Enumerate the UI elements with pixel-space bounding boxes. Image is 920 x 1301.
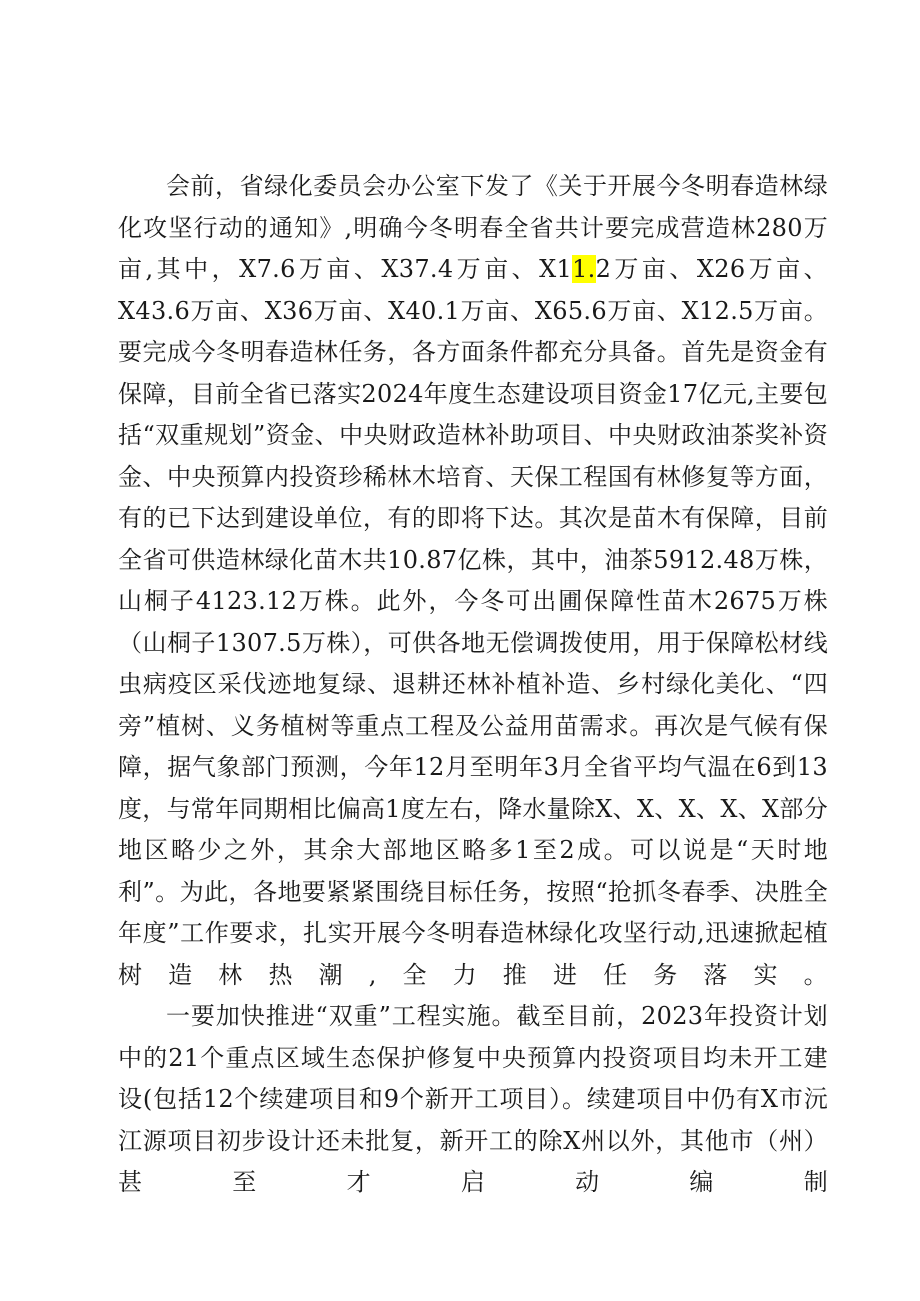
paragraph-1-text-a: 会前，省绿化委员会办公室下发了《关于开展今冬明春造林绿化攻坚行动的通知》,明确今冬明春全省共计要完成营造林280万亩,其中，X7.6万亩、X37.4万亩、X1 — [118, 172, 828, 283]
document-body — [118, 166, 828, 1204]
paragraph-2-text: 一要加快推进“双重”工程实施。截至目前，2023年投资计划中的21个重点区域生态保护修复中央预算内投资项目均未开工建设(包括12个续建项目和9个新开工项目）。续建项目中仍有X市沅江源项目初步设计还未批复，新开工的除X州以外，其他市（州）甚至才启动编制 — [118, 1002, 828, 1196]
paragraph-2 — [118, 996, 828, 1204]
paragraph-1 — [118, 166, 828, 996]
highlighted-text: 1. — [572, 255, 596, 283]
paragraph-1-text-b: 2万亩、X26万亩、X43.6万亩、X36万亩、X40.1万亩、X65.6万亩、X12.5万亩。要完成今冬明春造林任务，各方面条件都充分具备。首先是资金有保障，目前全省已落实2024年度生态建设项目资金17亿元,主要包括“双重规划”资金、中央财政造林补助项目、中央财政油茶奖补资金、中央预算内投资珍稀林木培育、天保工程国有林修复等方面，有的已下达到建设单位，有的即将下达。其次是苗木有保障，目前全省可供造林绿化苗木共10.87亿株，其中，油茶5912.48万株，山桐子4123.12万株。此外，今冬可出圃保障性苗木2675万株（山桐子1307.5万株），可供各地无偿调拨使用，用于保障松材线虫病疫区采伐迹地复绿、退耕还林补植补造、乡村绿化美化、“四旁”植树、义务植树等重点工程及公益用苗需求。再次是气候有保障，据气象部门预测，今年12月至明年3月全省平均气温在6到13度，与常年同期相比偏高1度左右，降水量除X、X、X、X、X部分地区略少之外，其余大部地区略多1至2成。可以说是“天时地利”。为此，各地要紧紧围绕目标任务，按照“抢抓冬春季、决胜全年度”工作要求，扎实开展今冬明春造林绿化攻坚行动,迅速掀起植树造林热潮,全力推进任务落实。 — [118, 255, 828, 989]
